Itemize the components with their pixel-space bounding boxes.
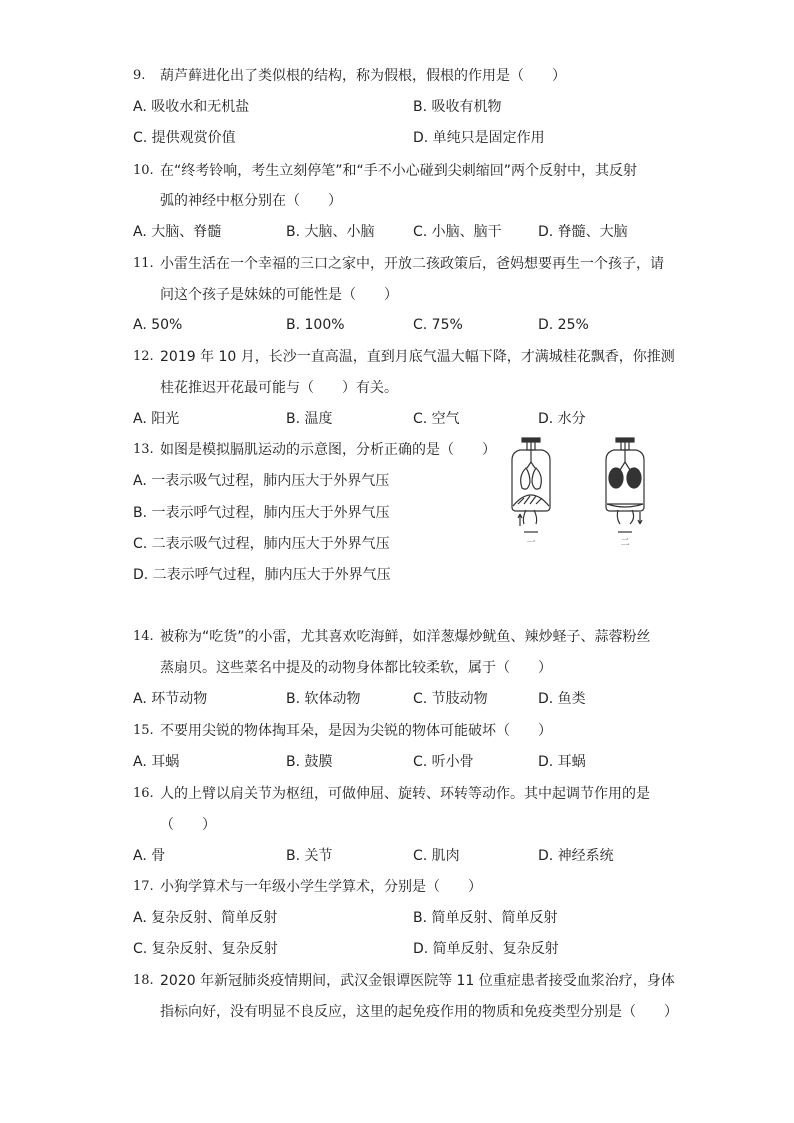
diaphragm-model-figure [500, 432, 670, 547]
q16-option-b: B. 关节 [286, 848, 333, 864]
q12-option-a: A. 阳光 [133, 411, 180, 427]
q14-number: 14. [133, 629, 154, 644]
q15-option-a: A. 耳蜗 [133, 754, 180, 770]
q17-option-c: C. 复杂反射、复杂反射 [133, 941, 278, 957]
q9-number: 9. [133, 68, 146, 83]
q10-option-b: B. 大脑、小脑 [286, 224, 375, 240]
q14-stem-line1: 被称为“吃货”的小雷，尤其喜欢吃海鲜，如洋葱爆炒鱿鱼、辣炒蛏子、蒜蓉粉丝 [160, 629, 651, 645]
q15-option-d: D. 耳蜗 [538, 754, 586, 770]
q10-option-a: A. 大脑、脊髓 [133, 224, 222, 240]
q18-number: 18. [133, 973, 154, 988]
q17-stem: 小狗学算术与一年级小学生学算术，分别是（ ） [160, 879, 482, 895]
q13-stem: 如图是模拟膈肌运动的示意图，分析正确的是（ ） [160, 442, 496, 458]
q16-number: 16. [133, 786, 154, 801]
q10-stem-line2: 弧的神经中枢分别在（ ） [160, 193, 342, 209]
q9-option-c: C. 提供观赏价值 [133, 130, 236, 146]
q16-stem-line1: 人的上臂以肩关节为枢纽，可做伸屈、旋转、环转等动作。其中起调节作用的是 [160, 786, 650, 802]
q14-option-d: D. 鱼类 [538, 691, 586, 707]
q14-option-c: C. 节肢动物 [413, 691, 488, 707]
jar-one [512, 438, 550, 532]
q13-option-a: A. 一表示吸气过程，肺内压大于外界气压 [133, 473, 390, 489]
q16-option-a: A. 骨 [133, 848, 166, 864]
q16-option-c: C. 肌肉 [413, 848, 460, 864]
q18-stem-line1: 2020 年新冠肺炎疫情期间，武汉金银谭医院等 11 位重症患者接受血浆治疗，身体 [160, 973, 675, 989]
q13-option-d: D. 二表示呼气过程，肺内压大于外界气压 [133, 567, 391, 583]
q18-stem-line2: 指标向好，没有明显不良反应，这里的起免疫作用的物质和免疫类型分别是（ ） [160, 1004, 678, 1020]
q11-stem-line2: 问这个孩子是妹妹的可能性是（ ） [160, 287, 398, 303]
q9-option-a: A. 吸收水和无机盐 [133, 99, 250, 115]
q15-number: 15. [133, 723, 154, 738]
q12-number: 12. [133, 349, 154, 364]
q10-stem-line1: 在“终考铃响，考生立刻停笔”和“手不小心碰到尖刺缩回”两个反射中，其反射 [160, 163, 638, 179]
q13-option-c: C. 二表示吸气过程，肺内压大于外界气压 [133, 536, 390, 552]
q12-option-c: C. 空气 [413, 411, 460, 427]
q11-option-a: A. 50% [133, 317, 183, 333]
q16-stem-line2: （ ） [160, 817, 216, 833]
jar-two [606, 438, 644, 532]
q10-option-c: C. 小脑、脑干 [413, 224, 502, 240]
q17-option-b: B. 简单反射、简单反射 [413, 910, 558, 926]
jar-one-label: 一 [526, 538, 536, 547]
q13-number: 13. [133, 442, 154, 457]
q15-option-b: B. 鼓膜 [286, 754, 333, 770]
q12-stem-line2: 桂花推迟开花最可能与（ ）有关。 [160, 380, 398, 396]
q16-option-d: D. 神经系统 [538, 848, 614, 864]
q14-option-a: A. 环节动物 [133, 691, 208, 707]
q15-option-c: C. 听小骨 [413, 754, 474, 770]
q9-stem: 葫芦藓进化出了类似根的结构，称为假根，假根的作用是（ ） [160, 68, 566, 84]
q12-option-d: D. 水分 [538, 411, 586, 427]
q12-stem-line1: 2019 年 10 月，长沙一直高温，直到月底气温大幅下降，才满城桂花飘香，你推测 [160, 349, 675, 365]
q17-number: 17. [133, 879, 154, 894]
q9-option-d: D. 单纯只是固定作用 [413, 130, 545, 146]
q17-option-d: D. 简单反射、复杂反射 [413, 941, 559, 957]
q10-number: 10. [133, 163, 154, 178]
diaphragm-model-svg [500, 432, 670, 547]
q15-stem: 不要用尖锐的物体掏耳朵，是因为尖锐的物体可能破坏（ ） [160, 723, 552, 739]
q9-option-b: B. 吸收有机物 [413, 99, 502, 115]
q11-option-b: B. 100% [286, 317, 345, 333]
q12-option-b: B. 温度 [286, 411, 333, 427]
q11-option-d: D. 25% [538, 317, 589, 333]
q13-option-b: B. 一表示呼气过程，肺内压大于外界气压 [133, 505, 390, 521]
jar-two-label: 二 [620, 538, 630, 547]
q10-option-d: D. 脊髓、大脑 [538, 224, 628, 240]
q14-stem-line2: 蒸扇贝。这些菜名中提及的动物身体都比较柔软，属于（ ） [160, 660, 552, 676]
q11-option-c: C. 75% [413, 317, 463, 333]
q14-option-b: B. 软体动物 [286, 691, 361, 707]
q11-number: 11. [133, 256, 154, 271]
q17-option-a: A. 复杂反射、简单反射 [133, 910, 278, 926]
q11-stem-line1: 小雷生活在一个幸福的三口之家中，开放二孩政策后，爸妈想要再生一个孩子，请 [160, 256, 664, 272]
